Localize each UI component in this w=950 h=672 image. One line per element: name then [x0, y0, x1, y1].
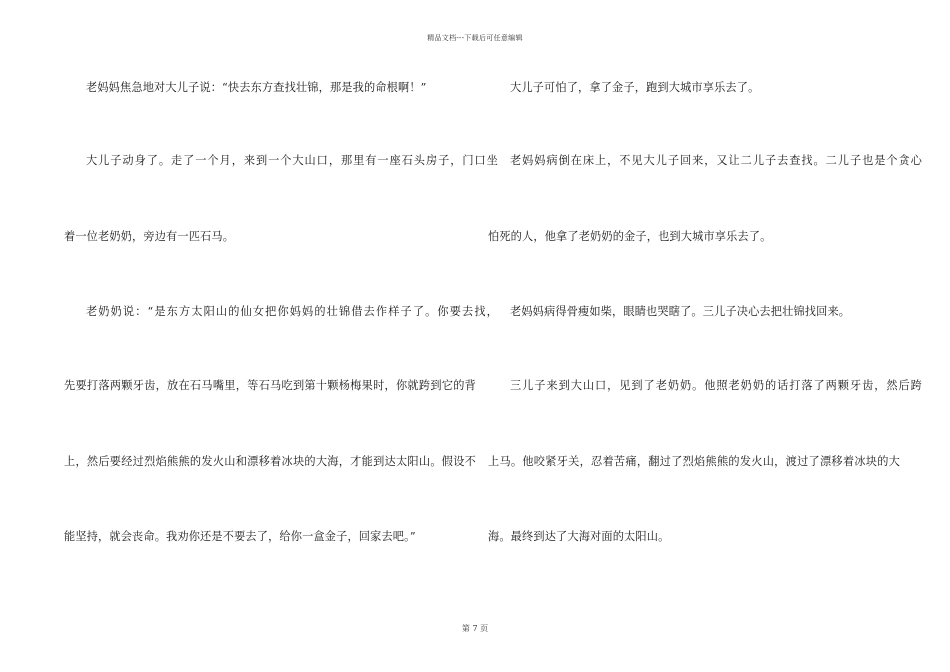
paragraph-line: 上马。他咬紧牙关，忍着苦痛，翻过了烈焰熊熊的发火山，渡过了漂移着冰块的大 [488, 455, 900, 468]
paragraph-line: 老奶奶说：“是东方太阳山的仙女把你妈妈的壮锦借去作样子了。你要去找， [86, 305, 498, 318]
paragraph-line: 三儿子来到大山口，见到了老奶奶。他照老奶奶的话打落了两颗牙齿，然后跨 [510, 379, 922, 392]
paragraph-line: 着一位老奶奶，旁边有一匹石马。 [64, 230, 235, 243]
paragraph-line: 老妈妈焦急地对大儿子说：“快去东方查找壮锦，那是我的命根啊！” [86, 81, 427, 94]
paragraph-line: 大儿子动身了。走了一个月，来到一个大山口，那里有一座石头房子，门口坐 [86, 154, 498, 167]
page-number: 第 7 页 [461, 624, 489, 633]
paragraph-line: 能坚持，就会丧命。我劝你还是不要去了，给你一盒金子，回家去吧。” [64, 530, 416, 543]
paragraph-line: 先要打落两颗牙齿，放在石马嘴里，等石马吃到第十颗杨梅果时，你就跨到它的背 [64, 379, 476, 392]
page-header: 精品文档---下载后可任意编辑 [427, 34, 523, 42]
paragraph-line: 怕死的人，他拿了老奶奶的金子，也到大城市享乐去了。 [488, 230, 772, 243]
paragraph-line: 大儿子可怕了，拿了金子，跑到大城市享乐去了。 [510, 81, 760, 94]
paragraph-line: 海。最终到达了大海对面的太阳山。 [488, 530, 670, 543]
paragraph-line: 老妈妈病得骨瘦如柴，眼睛也哭瞎了。三儿子决心去把壮锦找回来。 [510, 305, 851, 318]
paragraph-line: 上，然后要经过烈焰熊熊的发火山和漂移着冰块的大海，才能到达太阳山。假设不 [64, 455, 476, 468]
paragraph-line: 老妈妈病倒在床上，不见大儿子回来，又让二儿子去查找。二儿子也是个贪心 [510, 154, 922, 167]
